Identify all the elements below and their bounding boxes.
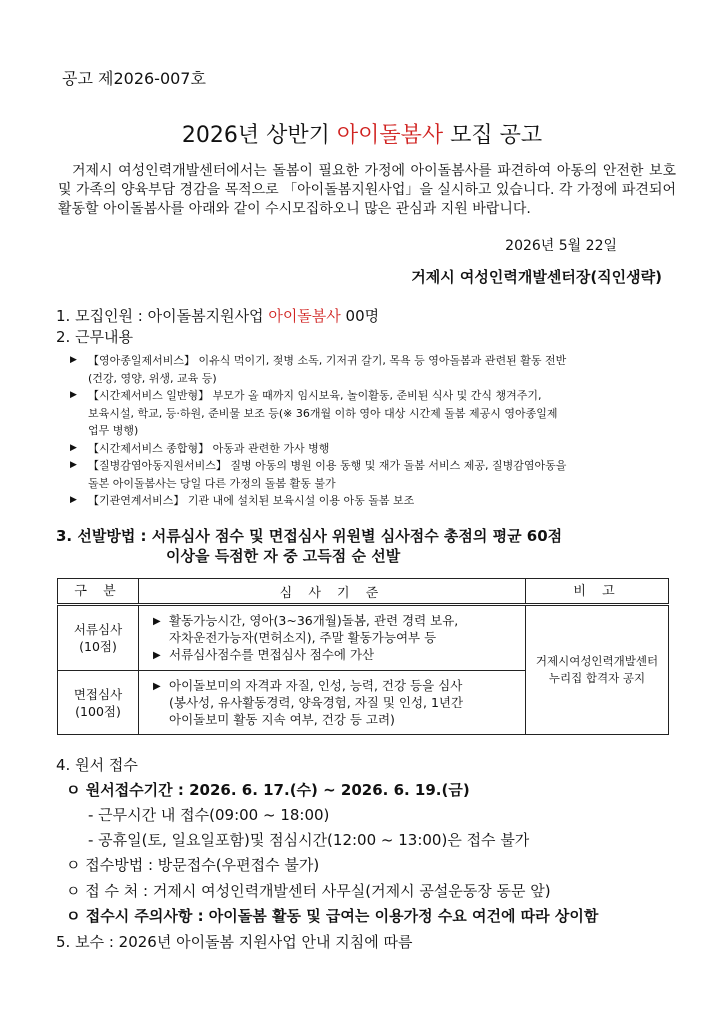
category-name: 면접심사 [73,686,123,702]
screening-table [57,578,669,735]
table-cell-criteria [139,605,526,671]
criteria-text: (봉사성, 유사활동경력, 양육경험, 자질 및 인성, 1년간 [169,695,464,710]
title-suffix: 모집 공고 [443,123,543,148]
list-item [70,492,690,510]
arrow-icon: ▶ [153,616,161,627]
section-5-pay: 5. 보수 : 2026년 아이돌봄 지원사업 안내 지침에 따름 [56,933,413,951]
page-title [0,118,724,149]
section-2-title: 2. 근무내용 [56,328,134,346]
application-period: ㅇ 원서접수기간 : 2026. 6. 17.(수) ~ 2026. 6. 19.(금) [66,781,470,799]
list-item-text: 【기관연계서비스】 기관 내에 설치된 보육시설 이용 아동 돌봄 보조 [88,494,415,507]
category-name: 서류심사 [73,622,123,637]
section-1-highlight: 아이돌봄사 [268,307,341,325]
criteria-text: 아이돌보미 활동 지속 여부, 건강 등 고려) [169,712,395,727]
application-method: ㅇ 접수방법 : 방문접수(우편접수 불가) [66,856,320,874]
category-points: (10점) [79,639,117,654]
issuer: 거제시 여성인력개발센터장(직인생략) [411,268,662,286]
application-period-note: - 공휴일(토, 일요일포함)및 점심시간(12:00 ~ 13:00)은 접수 불가 [88,831,530,849]
notice-date: 2026년 5월 22일 [505,238,617,254]
list-item-text: 보육시설, 학교, 등·하원, 준비물 보조 등(※ 36개월 이하 영아 대상 시간제 돌봄 제공시 영아종일제 [88,406,558,420]
table-cell-category [58,671,139,735]
table-header: 비 고 [526,579,669,605]
duties-list [70,352,690,510]
table-cell-category [58,605,139,671]
section-1-suffix: 00명 [340,307,380,325]
list-item [70,352,690,387]
arrow-icon: ▶ [153,650,161,661]
criteria-text: 활동가능시간, 영아(3~36개월)돌봄, 관련 경력 보유, [169,613,459,628]
list-item [70,387,690,440]
table-header: 심 사 기 준 [139,579,526,605]
arrow-icon: ▶ [70,460,77,470]
category-points: (100점) [75,703,121,719]
table-row [58,605,669,671]
list-item-text: (건강, 영양, 위생, 교육 등) [88,371,217,385]
arrow-icon: ▶ [70,495,77,505]
application-place: ㅇ 접 수 처 : 거제시 여성인력개발센터 사무실(거제시 공설운동장 동문 앞) [66,882,551,900]
application-period-note: - 근무시간 내 접수(09:00 ~ 18:00) [88,806,330,824]
criteria-text: 서류심사점수를 면접심사 점수에 가산 [169,647,375,662]
note-text: 누리집 합격자 공지 [548,671,646,685]
list-item-text: 【시간제서비스 종합형】 아동과 관련한 가사 병행 [88,441,330,455]
title-highlight: 아이돌봄사 [336,123,444,148]
table-cell-note [526,605,669,735]
table-header: 구 분 [58,579,139,605]
section-4-title: 4. 원서 접수 [56,756,138,774]
section-3-line-2: 이상을 득점한 자 중 고득점 순 선발 [166,547,401,565]
intro-paragraph: 거제시 여성인력개발센터에서는 돌봄이 필요한 가정에 아이돌봄사를 파견하여 아동의 안전한 보호 및 가족의 양육부담 경감을 목적으로 「아이돌봄지원사업」을 실시하고 있습니다. 각 가정에 파견되어 활동할 아이돌봄사를 아래와 같이 수시모집하오니 많은 관심과 지원 바랍니다. [58,163,676,217]
arrow-icon: ▶ [70,442,77,453]
list-item-text: 【영아종일제서비스】 이유식 먹이기, 젖병 소독, 기저귀 갈기, 목욕 등 영아돌봄과 관련된 활동 전반 [88,354,567,367]
criteria-text: 자차운전가능자(면허소지), 주말 활동가능여부 등 [169,630,437,645]
criteria-text: 아이돌보미의 자격과 자질, 인성, 능력, 건강 등을 심사 [169,678,463,693]
list-item-text: 【질병감염아동지원서비스】 질병 아동의 병원 이용 동행 및 재가 돌봄 서비스 제공, 질병감염아동을 [88,459,567,472]
list-item-text: 【시간제서비스 일반형】 부모가 올 때까지 임시보육, 놀이활동, 준비된 식사 및 간식 챙겨주기, [88,389,542,402]
arrow-icon: ▶ [153,681,161,692]
list-item-text: 업무 병행) [88,424,139,437]
list-item [153,677,519,728]
list-item-text: 돌본 아이돌봄사는 당일 다른 가정의 돌봄 활동 불가 [88,476,336,490]
arrow-icon: ▶ [70,390,77,400]
section-1-recruitment [56,305,379,326]
arrow-icon: ▶ [70,355,77,365]
table-header-row [58,579,669,605]
table-cell-criteria [139,671,526,735]
list-item [70,457,690,492]
application-caution: ㅇ 접수시 주의사항 : 아이돌봄 활동 및 급여는 이용가정 수요 여건에 따라 상이함 [66,907,599,925]
title-prefix: 2026년 상반기 [181,123,337,148]
notice-number: 공고 제2026-007호 [62,69,206,88]
list-item [153,646,519,664]
list-item [153,612,519,646]
section-3-line-1: 3. 선발방법 : 서류심사 점수 및 면접심사 위원별 심사점수 총점의 평균 60점 [56,527,563,545]
section-1-prefix: 1. 모집인원 : 아이돌봄지원사업 [56,307,269,325]
list-item [70,440,690,458]
note-text: 거제시여성인력개발센터 [535,654,659,668]
